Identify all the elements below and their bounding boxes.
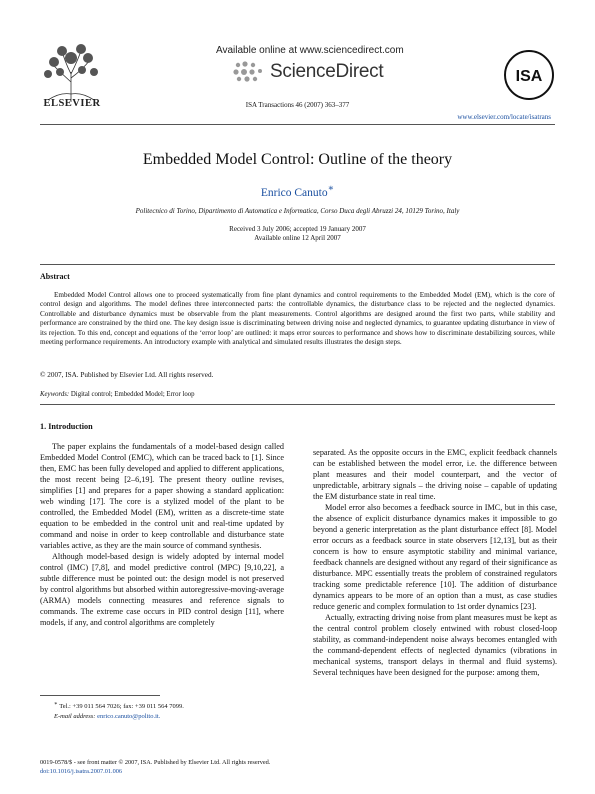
isa-logo: [504, 50, 554, 100]
paragraph: Model error also becomes a feedback source in IMC, but in this case, the absence of explicit disturbance dynamics makes it impossible to go beyond a generic interpretation as the plant disturbance effect [8]. Model error occurs as a feedback source in state observers [12,13], but as their concern is how to ensure asymptotic stability and minimal variance, feedback channels are designed without any regard of their significance as disturbance. MPC essentially treats the problem of constrained regulators tracking some predictable reference [10]. The addition of disturbance dynamics appears to be more of an option than a must, as case studies reduce generic and complex formulation to 1st order dynamics [23].: [313, 503, 557, 611]
paragraph: Although model-based design is widely adopted by internal model control (IMC) [7,8], and model predictive control (MPC) [9,10,22], a subtle difference must be pointed out: the design model is not preserved by control algorithms but absorbed within autoregressive-moving-average (ARMA) models connecting measures and reference signals to commands. The extreme case occurs in PID control design [11], where models, if any, and control algorithms are completely: [40, 552, 284, 627]
sciencedirect-logo: ScienceDirect: [270, 61, 384, 82]
author-affiliation: Politecnico di Torino, Dipartimento di Automatica e Informatica, Corso Duca degli Abruzzi 24, 10129 Torino, Italy: [135, 207, 460, 215]
header-rule: [40, 124, 555, 125]
article-title: Embedded Model Control: Outline of the theory: [142, 151, 453, 168]
abstract-bottom-rule: [40, 404, 555, 405]
doi-link[interactable]: doi:10.1016/j.isatra.2007.01.006: [40, 767, 123, 775]
section-heading-introduction: 1. Introduction: [40, 422, 93, 431]
journal-reference: ISA Transactions 46 (2007) 363–377: [245, 101, 350, 109]
paragraph: separated. As the opposite occurs in the EMC, explicit feedback channels can be established between the model error, i.e. the difference between plant measures and their model counterpart, and the vector of unpredictable, arbitrary signals – the driving noise – capable of updating the EM disturbance state in real time.: [313, 448, 557, 501]
elsevier-tree-logo: [40, 42, 102, 104]
footnote-phone: Tel.: +39 011 564 7026; fax: +39 011 564 7099.: [57, 703, 184, 711]
author-footnote-mark[interactable]: ∗: [327, 183, 335, 194]
publisher-name: ELSEVIER: [43, 98, 101, 109]
footnote-mark: ∗: [54, 701, 58, 707]
available-online-text: Available online at www.sciencedirect.com: [216, 45, 404, 56]
page-footer: [40, 759, 270, 776]
footnote-contact: [54, 699, 294, 712]
online-date: Available online 12 April 2007: [254, 234, 341, 242]
keywords-list: Digital control; Embedded Model; Error loop: [69, 391, 195, 398]
body-column-left: [40, 441, 284, 628]
email-link[interactable]: enrico.canuto@polito.it.: [95, 713, 161, 721]
paragraph: The paper explains the fundamentals of a model-based design called Embedded Model Control (EMC), which can be traced back to [1]. Since then, EMC has been fully developed and applied to different applications, the most recent being [2–6,19]. The present theory outline revises, simplifies [1] and prepares for a paper showing a standard application: web winding [17]. The core is a stylized model of the plant to be controlled, the Embedded Model (EM), written as a discrete-time state equation to be embedded in the control unit and real-time updated by command and noise in order to keep controllable and disturbance state variables active, as they are the main source of command synthesis.: [40, 442, 284, 550]
received-date: Received 3 July 2006; accepted 19 January 2007: [229, 225, 366, 233]
abstract-copyright: © 2007, ISA. Published by Elsevier Ltd. All rights reserved.: [40, 371, 214, 379]
journal-url-link[interactable]: www.elsevier.com/locate/isatrans: [457, 113, 551, 121]
footnote-rule: [40, 695, 160, 696]
author-name[interactable]: [0, 183, 595, 199]
keywords-label: Keywords:: [40, 391, 70, 398]
isa-logo-text: ISA: [515, 68, 543, 85]
paragraph: Actually, extracting driving noise from plant measures must be kept as the central control problem closely entwined with robust closed-loop stability, as command-independent noise always becomes entangled with the command-dependent effects of neglected dynamics (vibrations in mechanical systems, transport delays in thermal and fluid systems). Several techniques have been designed for the purpose: among them,: [313, 613, 557, 677]
email-label: E-mail address:: [54, 713, 96, 721]
issn-line: 0019-0578/$ - see front matter © 2007, ISA. Published by Elsevier Ltd. All rights reserved.: [40, 759, 271, 766]
abstract-heading: Abstract: [40, 272, 70, 281]
body-column-right: [313, 447, 557, 678]
abstract-text: Embedded Model Control allows one to proceed systematically from fine plant dynamics and control requirements to the Embedded Model (EM), which is the core of control design and algorithms. The model defines three interconnected parts: the controllable dynamics, the disturbance class to be rejected and the neglected dynamics. Controllable and disturbance dynamics must be observable from the plant measurements. Control algorithms are designed around the first two parts, while stability and performance are constrained by the third one. The key design issue is discriminating between driving noise and neglected dynamics, to guarantee updating disturbance in view of its rejection. To this end, concept and equations of the ‘error loop’ are outlined: it maps error sources to performance and shows how to discriminate destabilizing sources, while meeting performance requirements. An introductory example with analytical and simulated results illustrates the design steps.: [40, 291, 555, 347]
footnote: [54, 699, 294, 722]
article-dates: [0, 225, 595, 243]
abstract-top-rule: [40, 264, 555, 265]
author-name-text[interactable]: Enrico Canuto: [260, 186, 328, 199]
keywords: [40, 391, 195, 398]
footnote-email: [54, 712, 294, 722]
sciencedirect-dots-icon: [232, 60, 272, 82]
